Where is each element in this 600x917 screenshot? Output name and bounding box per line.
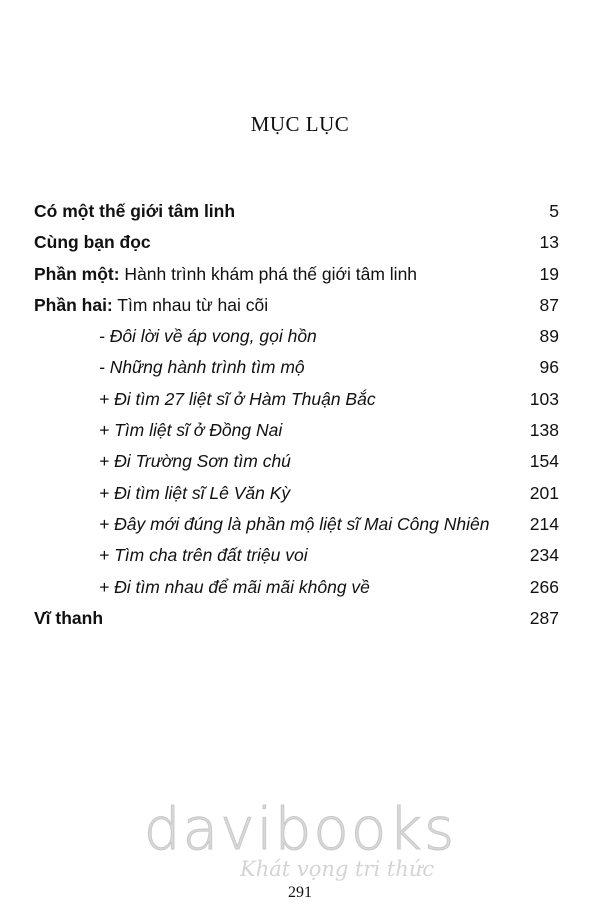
toc-subentry — [34, 446, 559, 477]
toc-subentry-page: 103 — [529, 388, 559, 409]
toc-subentry — [34, 352, 559, 383]
toc-subentry-title: + Đây mới đúng là phần mộ liệt sĩ Mai Công Nhiên — [99, 513, 490, 534]
toc-subentry-page: 234 — [529, 545, 559, 566]
toc-subentry-page: 89 — [539, 326, 559, 347]
toc-subentry — [34, 509, 559, 540]
toc-entry-page: 19 — [539, 263, 559, 284]
toc-entry — [34, 290, 559, 321]
toc-subentry-page: 138 — [529, 420, 559, 441]
toc-entry-page: 5 — [549, 201, 559, 221]
toc-subentry — [34, 540, 559, 571]
toc-subentry-page: 214 — [529, 513, 559, 534]
toc-entry-title: Vĩ thanh — [34, 607, 104, 628]
toc-heading: MỤC LỤC — [250, 112, 350, 136]
toc-entry — [34, 259, 559, 290]
watermark-tagline: Khát vọng tri thức — [240, 857, 435, 881]
toc-entry-page: 87 — [539, 294, 559, 315]
toc-entry-title: Phần một: Hành trình khám phá thế giới tâm linh — [34, 263, 418, 284]
toc-subentry-title: + Đi tìm liệt sĩ Lê Văn Kỳ — [99, 482, 291, 503]
toc-entry — [34, 227, 559, 258]
toc-entry-page: 287 — [529, 607, 559, 628]
toc-subentry — [34, 478, 559, 509]
table-of-contents — [34, 196, 559, 634]
toc-entry — [34, 603, 559, 634]
toc-subentry — [34, 415, 559, 446]
toc-subentry-page: 201 — [529, 482, 559, 503]
toc-entry-title: Có một thế giới tâm linh — [34, 201, 236, 221]
toc-subentry-title: + Đi tìm 27 liệt sĩ ở Hàm Thuận Bắc — [99, 388, 376, 409]
toc-subentry-page: 96 — [539, 357, 559, 378]
toc-subentry-title: + Đi tìm nhau để mãi mãi không về — [99, 576, 370, 597]
toc-subentry-page: 266 — [529, 576, 559, 597]
toc-subentry-page: 154 — [529, 451, 559, 472]
toc-entry — [34, 196, 559, 227]
toc-subentry-title: - Những hành trình tìm mộ — [99, 357, 305, 378]
toc-subentry — [34, 321, 559, 352]
watermark-brand: davibooks — [143, 795, 457, 863]
toc-subentry — [34, 384, 559, 415]
page-number: 291 — [288, 884, 312, 901]
toc-subentry-title: + Đi Trường Sơn tìm chú — [99, 451, 291, 472]
toc-subentry-title: + Tìm cha trên đất triệu voi — [99, 545, 308, 566]
toc-subentry — [34, 572, 559, 603]
toc-entry-page: 13 — [539, 232, 559, 253]
toc-entry-title: Phần hai: Tìm nhau từ hai cõi — [34, 294, 269, 315]
toc-subentry-title: - Đôi lời về áp vong, gọi hồn — [99, 326, 317, 347]
toc-entry-title: Cùng bạn đọc — [34, 232, 151, 253]
toc-subentry-title: + Tìm liệt sĩ ở Đồng Nai — [99, 420, 283, 441]
